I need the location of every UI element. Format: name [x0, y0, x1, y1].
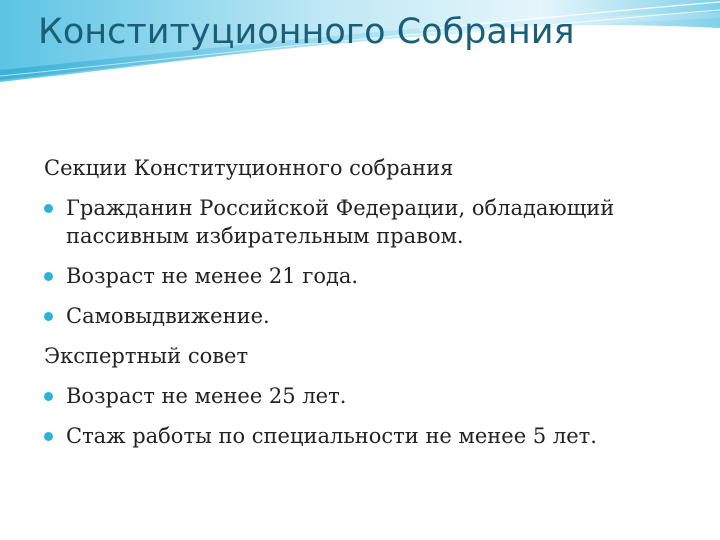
list-item — [44, 302, 684, 330]
list-item-text: Гражданин Российской Федерации, обладающий пассивным избирательным правом. — [66, 196, 615, 248]
section-heading: Экспертный совет — [44, 344, 249, 368]
bullet-dot-icon — [44, 272, 53, 281]
list-item-text: Возраст не менее 21 года. — [66, 264, 359, 288]
list-item — [44, 262, 684, 290]
list-item-text: Самовыдвижение. — [66, 304, 270, 328]
bullet-dot-icon — [44, 204, 53, 213]
slide-content — [44, 154, 684, 462]
bullet-dot-icon — [44, 432, 53, 441]
slide-title: Конституционного Собрания — [38, 12, 575, 52]
bullet-dot-icon — [44, 312, 53, 321]
section-heading: Секции Конституционного собрания — [44, 156, 454, 180]
section-constitutional-assembly — [44, 154, 684, 330]
bullet-dot-icon — [44, 392, 53, 401]
section-expert-council — [44, 342, 684, 450]
bullet-list — [44, 382, 684, 450]
list-item-text: Возраст не менее 25 лет. — [66, 384, 347, 408]
list-item — [44, 382, 684, 410]
list-item — [44, 194, 684, 250]
list-item-text: Стаж работы по специальности не менее 5 лет. — [66, 424, 597, 448]
list-item — [44, 422, 684, 450]
bullet-list — [44, 194, 684, 330]
